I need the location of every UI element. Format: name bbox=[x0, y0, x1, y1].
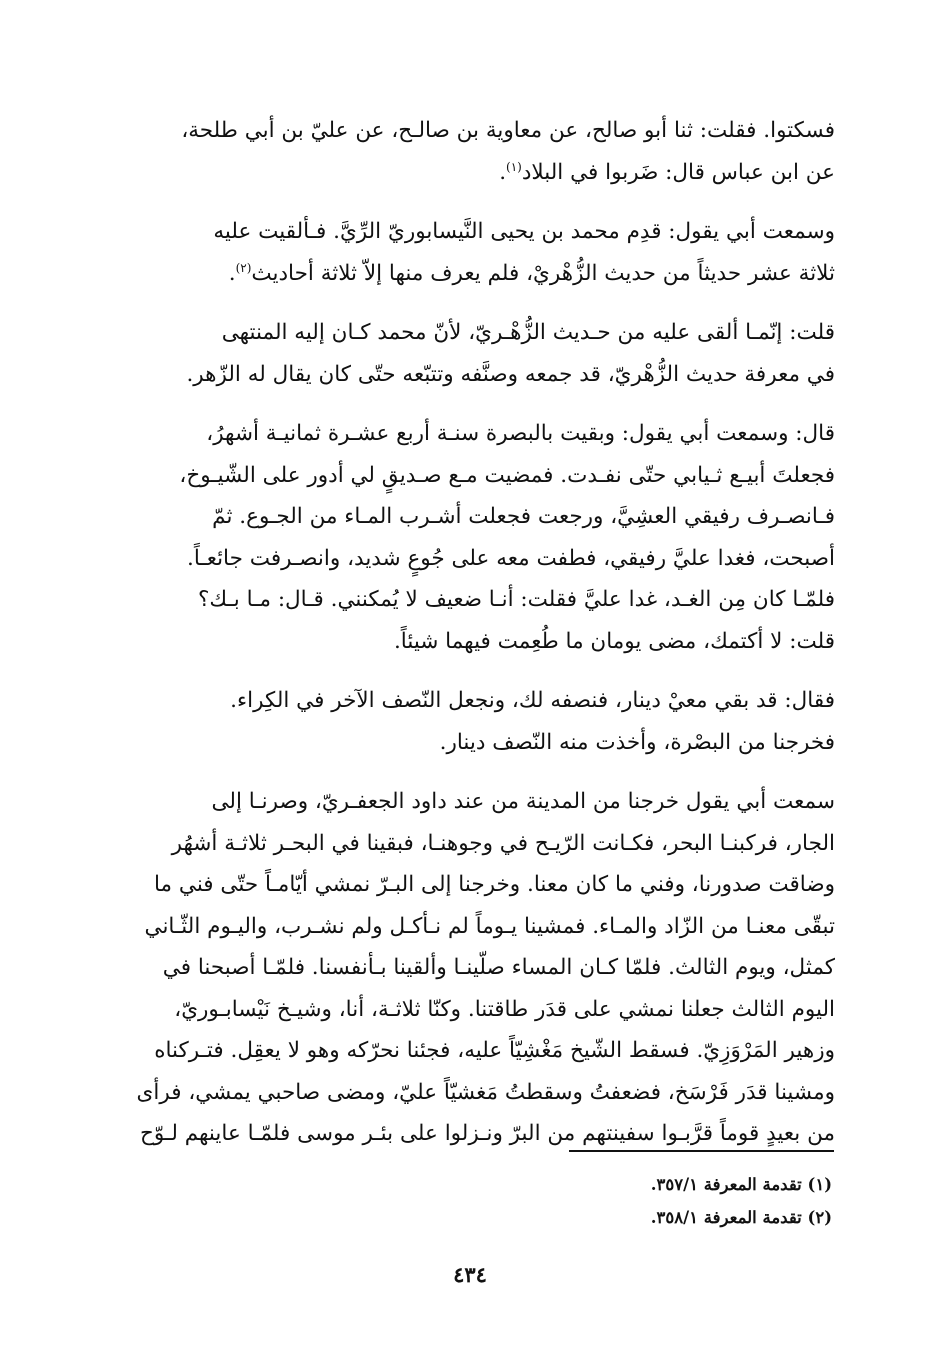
footnote-1: (١) تقدمة المعرفة ٣٥٧/١. bbox=[650, 1175, 832, 1194]
text-line: سمعت أبي يقول خرجنا من المدينة من عند داود الجعفـريّ، وصرنـا إلى bbox=[211, 789, 835, 814]
text-line: وزهير المَرْوَزِيّ. فسقط الشّيخ مَغْشِيّاً عليه، فجئنا نحرّكه وهو لا يعقِل. فتـركناه bbox=[154, 1038, 835, 1063]
text-line: فسكتوا. فقلت: ثنا أبو صالح، عن معاوية بن صالـح، عن عليّ بن أبي طلحة، bbox=[181, 118, 835, 143]
text-line: فلمّـا كان مِن الغـد، غدا عليَّ فقلت: أنـا ضعيف لا يُمكنني. قـال: مـا بـك؟ bbox=[197, 587, 835, 612]
paragraph-2 bbox=[120, 211, 835, 294]
paragraph-5 bbox=[120, 680, 835, 763]
paragraph-6 bbox=[120, 781, 835, 1155]
text-line: فجعلتَ أبيـع ثـيابي حتّى نفـدت. فمضيت مـع صـديقٍ لي أدور على الشّيـوخ، bbox=[179, 462, 835, 488]
page-number: ٤٣٤ bbox=[453, 1262, 487, 1287]
text-line: فـانصـرف رفيقي العشِيَّ، ورجعت فجعلت أشـرب المـاء من الجـوع. ثمّ bbox=[212, 504, 835, 529]
text-line: أصبحت، فغدا عليَّ رفيقي، فطفت معه على جُوعٍ شديد، وانصـرفت جائعـاً. bbox=[187, 545, 835, 571]
footnote-ref-2[interactable]: (٢) bbox=[235, 260, 252, 275]
paragraph-4 bbox=[120, 413, 835, 662]
text-line: كمثل، ويوم الثالث. فلمّا كـان المساء صلّينـا وألقينا بـأنفسنا. فلمّـا أصبحنا في bbox=[162, 955, 835, 980]
text-line: من بعيدٍ قوماً قرَّبـوا سفينتهم من البرّ ونـزلوا على بئـر موسى فلمّـا عاينهم لـوّح bbox=[140, 1121, 835, 1146]
footnote-2: (٢) تقدمة المعرفة ٣٥٨/١. bbox=[650, 1208, 832, 1227]
text-line: قال: وسمعت أبي يقول: وبقيت بالبصرة سنـة أربع عشـرة ثمانيـة أشهرُ، bbox=[206, 421, 835, 446]
text-line: فخرجنا من البصْرة، وأخذت منه النّصف دينار. bbox=[439, 729, 835, 755]
page-body bbox=[120, 110, 835, 1173]
text-line: قلت: إنّمـا ألقى عليه من حـديث الزُّهْـريّ، لأنّ محمد كـان إليه المنتهى bbox=[221, 320, 835, 345]
paragraph-1 bbox=[120, 110, 835, 193]
footnote-ref-1[interactable]: (١) bbox=[506, 159, 522, 174]
text-line: الجار، فركبنـا البحر، فكـانت الرّيـح في وجوهنـا، فبقينا في البحـر ثلاثـة أشهُر bbox=[171, 830, 835, 856]
text-line: في معرفة حديث الزُّهْريّ، قد جمعه وصنَّفه وتتبّعه حتّى كان يقال له الزّهر. bbox=[186, 361, 835, 387]
footnotes bbox=[432, 1168, 832, 1234]
text-line: تبقّى معنـا من الزّاد والمـاء. فمشينا يـوماً لم نـأكـل ولم نشـرب، واليـوم الثّـاني bbox=[144, 913, 835, 939]
text-line: ثلاثة عشر حديثاً من حديث الزُّهْريْ، فلم يعرف منها إلاّ ثلاثة أحاديث$^{(٢)}$. bbox=[228, 260, 835, 286]
footnote-divider bbox=[569, 1150, 834, 1152]
text-line: وضاقت صدورنا، وفني ما كان معنا. وخرجنا إلى البـرّ نمشي أيّامـاً حتّى فني ما bbox=[154, 872, 835, 897]
text-line: ومشينا قدَر فَرْسَخ، فضعفتُ وسقطتُ مَغشيّاً عليّ، ومضى صاحبي يمشي، فرأى bbox=[136, 1079, 835, 1105]
text-line: عن ابن عباس قال: ضَربوا في البلاد$^{(١)}$. bbox=[499, 159, 835, 185]
text-line: قلت: لا أكتمك، مضى يومان ما طُعِمت فيهما شيئاً. bbox=[393, 628, 835, 654]
text-line: وسمعت أبي يقول: قدِم محمد بن يحيى النَّيسابوريّ الرِّيَّ. فـألقيت عليه bbox=[213, 219, 835, 244]
text-line: اليوم الثالث جعلنا نمشي على قدَر طاقتنا. وكنّا ثلاثـة، أنا، وشيـخ نَيْسابـوريّ، bbox=[174, 996, 835, 1022]
text-line: فقال: قد بقي معيْ دينار، فنصفه لك، ونجعل النّصف الآخر في الكِراء. bbox=[230, 688, 835, 713]
paragraph-3 bbox=[120, 312, 835, 395]
